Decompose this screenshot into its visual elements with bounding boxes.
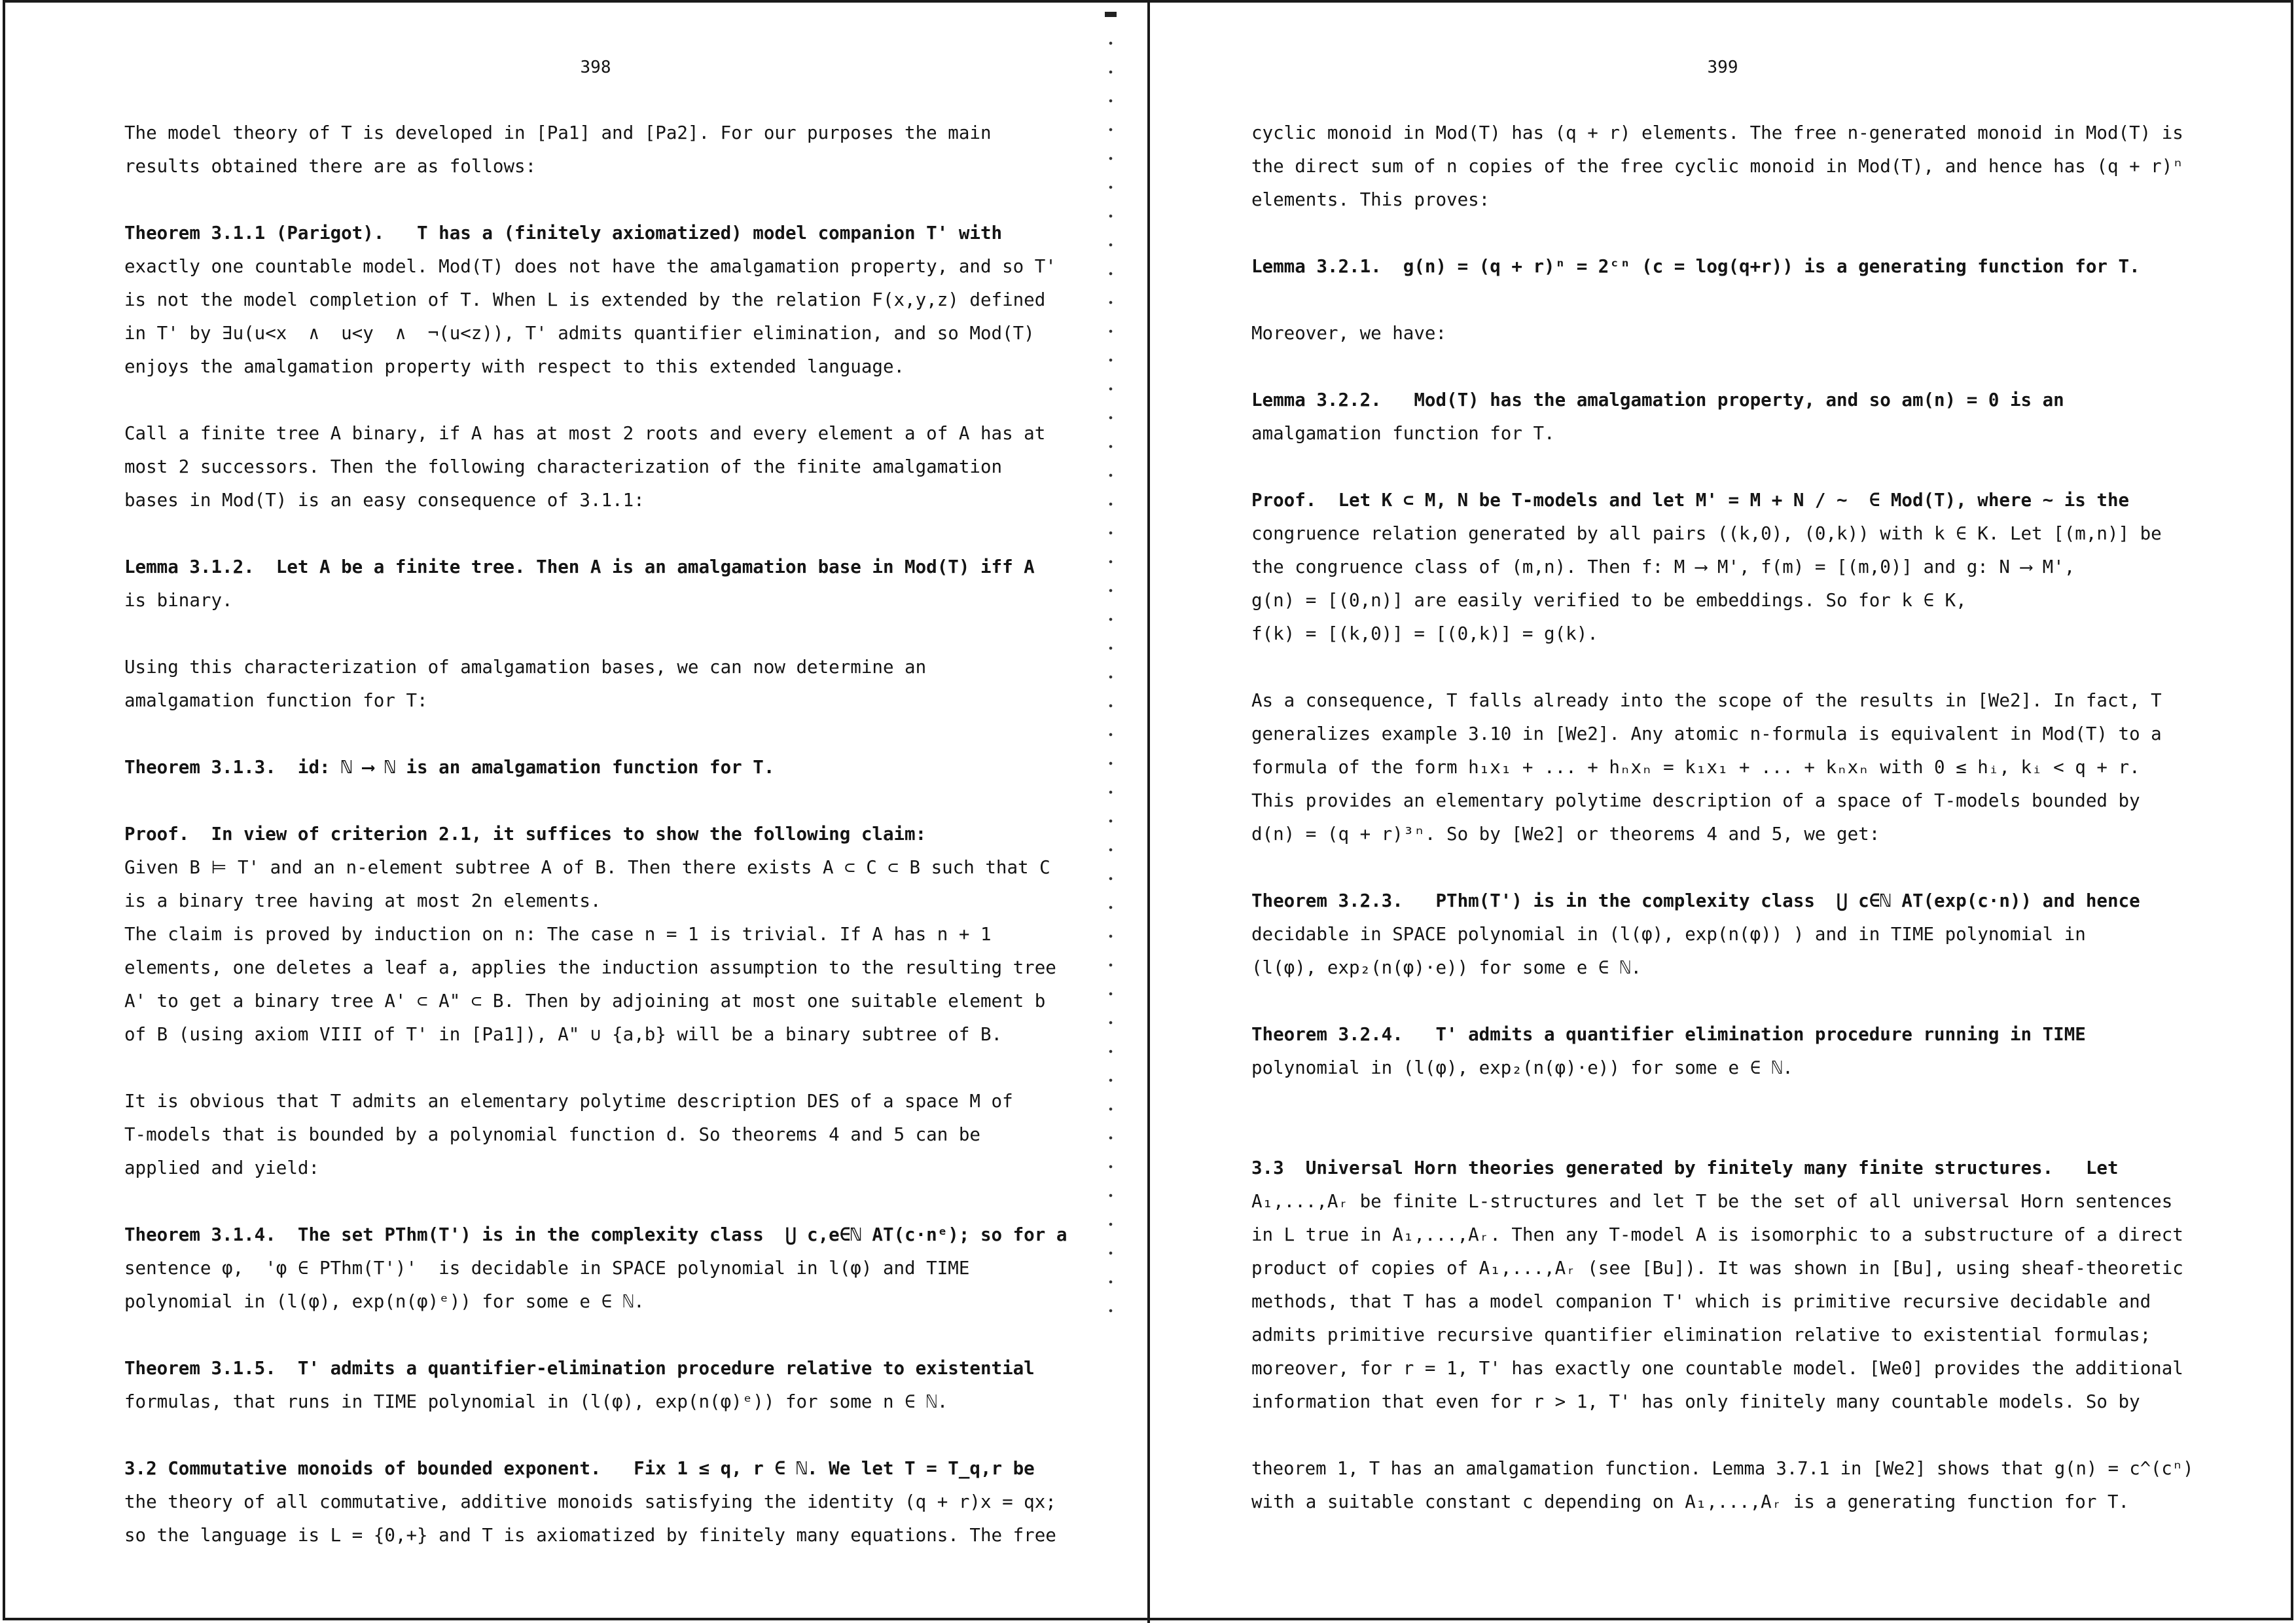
page-body <box>1251 117 2194 1519</box>
gutter-specks <box>1106 0 1115 1322</box>
text-line: formula of the form h₁x₁ + ... + hₙxₙ = k₁x₁ + ... + kₙxₙ with 0 ≤ hᵢ, kᵢ < q + r. <box>1251 757 2140 778</box>
text-line: decidable in SPACE polynomial in (l(φ), exp(n(φ)) ) and in TIME polynomial in <box>1251 924 2086 945</box>
text-line: in L true in A₁,...,Aᵣ. Then any T-model A is isomorphic to a substructure of a direct <box>1251 1224 2183 1245</box>
text-line: most 2 successors. Then the following characterization of the finite amalgamation <box>124 456 1003 477</box>
text-line: Given B ⊨ T' and an n-element subtree A of B. Then there exists A ⊂ C ⊂ B such that C <box>124 857 1050 878</box>
text-line: generalizes example 3.10 in [We2]. Any atomic n-formula is equivalent in Mod(T) to a <box>1251 723 2162 744</box>
blank-line <box>124 384 1067 417</box>
blank-line <box>124 1185 1067 1218</box>
text-line: Call a finite tree A binary, if A has at most 2 roots and every element a of A has at <box>124 423 1046 444</box>
text-line: information that even for r > 1, T' has only finitely many countable models. So by <box>1251 1391 2140 1412</box>
text-line: Theorem 3.2.4. T' admits a quantifier elimination procedure running in TIME <box>1251 1024 2086 1045</box>
text-line: methods, that T has a model companion T' which is primitive recursive decidable and <box>1251 1291 2151 1312</box>
blank-line <box>124 784 1067 818</box>
text-line: with a suitable constant c depending on A₁,...,Aᵣ is a generating function for T. <box>1251 1491 2130 1512</box>
text-line: Moreover, we have: <box>1251 323 1447 344</box>
text-line: Lemma 3.1.2. Let A be a finite tree. Then A is an amalgamation base in Mod(T) iff A <box>124 556 1035 577</box>
text-line: This provides an elementary polytime description of a space of T-models bounded by <box>1251 790 2140 811</box>
text-line: elements, one deletes a leaf a, applies the induction assumption to the resulting tree <box>124 957 1056 978</box>
page-number: 398 <box>580 58 611 77</box>
blank-line <box>1251 651 2194 684</box>
text-line: Theorem 3.1.1 (Parigot). T has a (finitely axiomatized) model companion T' with <box>124 223 1003 244</box>
text-line: d(n) = (q + r)³ⁿ. So by [We2] or theorems 4 and 5, we get: <box>1251 824 1880 845</box>
blank-line <box>1251 283 2194 317</box>
page-body <box>124 117 1067 1552</box>
blank-line <box>124 1319 1067 1352</box>
text-line: so the language is L = {0,+} and T is axiomatized by finitely many equations. The free <box>124 1525 1056 1546</box>
blank-line <box>1251 450 2194 484</box>
text-line: polynomial in (l(φ), exp(n(φ)ᵉ)) for some e ∈ ℕ. <box>124 1291 645 1312</box>
text-line: (l(φ), exp₂(n(φ)·e)) for some e ∈ ℕ. <box>1251 957 1642 978</box>
text-line: Theorem 3.1.5. T' admits a quantifier-elimination procedure relative to existential <box>124 1358 1035 1379</box>
page-number: 399 <box>1707 58 1738 77</box>
text-line: g(n) = [(0,n)] are easily verified to be embeddings. So for k ∈ K, <box>1251 590 1967 611</box>
blank-line <box>1251 1118 2194 1152</box>
text-line: Theorem 3.1.3. id: ℕ ⟶ ℕ is an amalgamation function for T. <box>124 757 775 778</box>
text-line: exactly one countable model. Mod(T) does not have the amalgamation property, and so T' <box>124 256 1056 277</box>
left-page <box>124 0 1067 1623</box>
blank-line <box>124 718 1067 751</box>
text-line: polynomial in (l(φ), exp₂(n(φ)·e)) for some e ∈ ℕ. <box>1251 1057 1793 1078</box>
text-line: 3.2 Commutative monoids of bounded exponent. Fix 1 ≤ q, r ∈ ℕ. We let T = T_q,r be <box>124 1458 1035 1479</box>
text-line: The model theory of T is developed in [Pa1] and [Pa2]. For our purposes the main <box>124 122 992 143</box>
blank-line <box>124 617 1067 651</box>
text-line: is not the model completion of T. When L is extended by the relation F(x,y,z) defined <box>124 289 1046 310</box>
text-line: Theorem 3.2.3. PThm(T') is in the complexity class ⋃ c∈ℕ AT(exp(c·n)) and hence <box>1251 890 2140 911</box>
text-line: the congruence class of (m,n). Then f: M ⟶ M', f(m) = [(m,0)] and g: N ⟶ M', <box>1251 556 2075 577</box>
text-line: Using this characterization of amalgamation bases, we can now determine an <box>124 657 927 678</box>
blank-line <box>1251 851 2194 884</box>
blank-line <box>124 1419 1067 1452</box>
text-line: sentence φ, 'φ ∈ PThm(T')' is decidable in SPACE polynomial in l(φ) and TIME <box>124 1258 970 1279</box>
text-line: of B (using axiom VIII of T' in [Pa1]), A" ∪ {a,b} will be a binary subtree of B. <box>124 1024 1003 1045</box>
text-line: elements. This proves: <box>1251 189 1490 210</box>
blank-line <box>1251 985 2194 1018</box>
text-line: applied and yield: <box>124 1158 320 1178</box>
blank-line <box>124 517 1067 551</box>
text-line: T-models that is bounded by a polynomial function d. So theorems 4 and 5 can be <box>124 1124 980 1145</box>
text-line: congruence relation generated by all pairs ((k,0), (0,k)) with k ∈ K. Let [(m,n)] be <box>1251 523 2162 544</box>
text-line: product of copies of A₁,...,Aᵣ (see [Bu]). It was shown in [Bu], using sheaf-theoretic <box>1251 1258 2183 1279</box>
text-line: Proof. In view of criterion 2.1, it suffices to show the following claim: <box>124 824 927 845</box>
text-line: bases in Mod(T) is an easy consequence of 3.1.1: <box>124 490 645 511</box>
text-line: amalgamation function for T. <box>1251 423 1555 444</box>
text-line: is binary. <box>124 590 233 611</box>
text-line: admits primitive recursive quantifier elimination relative to existential formulas; <box>1251 1324 2151 1345</box>
text-line: the direct sum of n copies of the free cyclic monoid in Mod(T), and hence has (q + r)ⁿ <box>1251 156 2183 177</box>
blank-line <box>1251 1419 2194 1452</box>
blank-line <box>1251 350 2194 384</box>
text-line: enjoys the amalgamation property with respect to this extended language. <box>124 356 905 377</box>
gutter-mark <box>1105 12 1117 17</box>
text-line: cyclic monoid in Mod(T) has (q + r) elements. The free n-generated monoid in Mod(T) is <box>1251 122 2183 143</box>
text-line: results obtained there are as follows: <box>124 156 537 177</box>
page-divider <box>1147 0 1150 1623</box>
text-line: Lemma 3.2.2. Mod(T) has the amalgamation property, and so am(n) = 0 is an <box>1251 390 2064 410</box>
text-line: moreover, for r = 1, T' has exactly one countable model. [We0] provides the additional <box>1251 1358 2183 1379</box>
text-line: is a binary tree having at most 2n elements. <box>124 890 601 911</box>
text-line: formulas, that runs in TIME polynomial in (l(φ), exp(n(φ)ᵉ)) for some n ∈ ℕ. <box>124 1391 948 1412</box>
text-line: The claim is proved by induction on n: The case n = 1 is trivial. If A has n + 1 <box>124 924 992 945</box>
text-line: A₁,...,Aᵣ be finite L-structures and let T be the set of all universal Horn sentences <box>1251 1191 2173 1212</box>
text-line: 3.3 Universal Horn theories generated by finitely many finite structures. Let <box>1251 1158 2119 1178</box>
text-line: f(k) = [(k,0)] = [(0,k)] = g(k). <box>1251 623 1598 644</box>
text-line: Lemma 3.2.1. g(n) = (q + r)ⁿ = 2ᶜⁿ (c = log(q+r)) is a generating function for T. <box>1251 256 2140 277</box>
text-line: amalgamation function for T: <box>124 690 428 711</box>
text-line: As a consequence, T falls already into the scope of the results in [We2]. In fact, T <box>1251 690 2162 711</box>
text-line: in T' by ∃u(u<x ∧ u<y ∧ ¬(u<z)), T' admits quantifier elimination, and so Mod(T) <box>124 323 1035 344</box>
text-line: Theorem 3.1.4. The set PThm(T') is in the complexity class ⋃ c,e∈ℕ AT(c·nᵉ); so for a <box>124 1224 1067 1245</box>
text-line: A' to get a binary tree A' ⊂ A" ⊂ B. Then by adjoining at most one suitable element b <box>124 991 1046 1012</box>
right-page <box>1251 0 2194 1623</box>
text-line: the theory of all commutative, additive monoids satisfying the identity (q + r)x = qx; <box>124 1491 1056 1512</box>
text-line: theorem 1, T has an amalgamation function. Lemma 3.7.1 in [We2] shows that g(n) = c^(cⁿ) <box>1251 1458 2194 1479</box>
blank-line <box>124 183 1067 217</box>
blank-line <box>1251 217 2194 250</box>
text-line: It is obvious that T admits an elementary polytime description DES of a space M of <box>124 1091 1013 1112</box>
blank-line <box>1251 1085 2194 1118</box>
text-line: Proof. Let K ⊂ M, N be T-models and let M' = M + N / ~ ∈ Mod(T), where ~ is the <box>1251 490 2130 511</box>
blank-line <box>124 1051 1067 1085</box>
